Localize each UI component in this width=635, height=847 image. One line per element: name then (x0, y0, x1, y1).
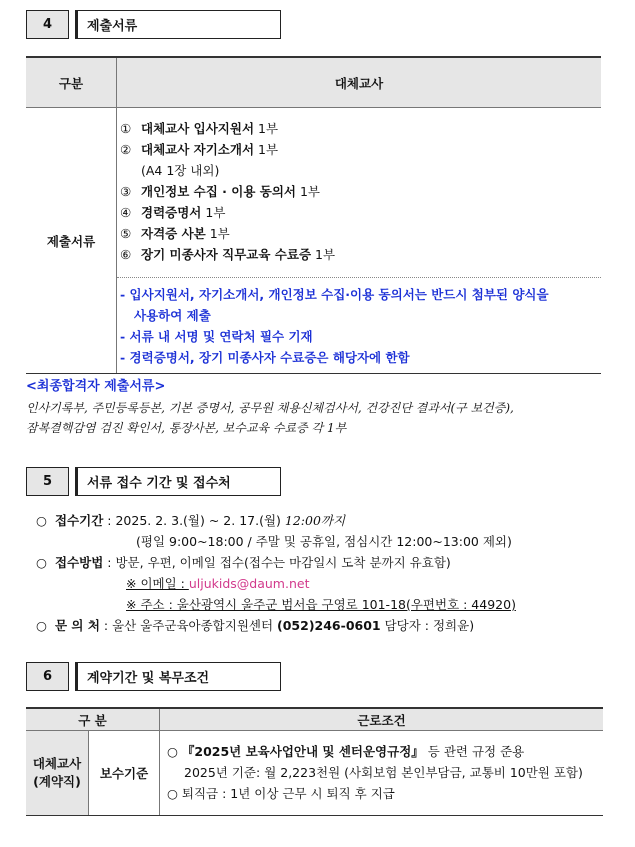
document-item: ⑤ 자격증 사본 1부 (120, 226, 230, 241)
address: ※ 주소 : 울산광역시 울주군 범서읍 구영로 101-18(우편번호 : 44920) (126, 597, 516, 612)
category-cell: 대체교사 (계약직) (26, 731, 89, 815)
contact-value: : 울산 울주군육아종합지원센터 (103, 618, 278, 633)
condition-line: 2025년 기준: 월 2,223천원 (사회보험 본인부담금, 교통비 10만원 포함) (184, 765, 583, 780)
documents-content (117, 108, 601, 373)
contract-table-row (26, 731, 603, 815)
final-documents-line: 잠복결핵감염 검진 확인서, 통장사본, 보수교육 수료증 각 1부 (26, 421, 347, 435)
period-value: : 2025. 2. 3.(월) ~ 2. 17.(월) (107, 513, 285, 528)
contact-person: 담당자 : 정희윤) (380, 618, 475, 633)
document-item: ① 대체교사 입사지원서 1부 (120, 121, 279, 136)
period-deadline: 12:00까지 (284, 513, 346, 528)
condition-line: ○ 『2025년 보육사업안내 및 센터운영규정』 등 관련 규정 준용 (167, 744, 525, 759)
reception-contact (36, 615, 616, 636)
final-documents-line: 인사기록부, 주민등록등본, 기본 증명서, 공무원 채용신체검사서, 건강진단 결과서(구 보건증), (26, 401, 514, 415)
conditions-cell (160, 731, 603, 815)
email-prefix: ※ 이메일 : (126, 576, 189, 591)
document-item: ③ 개인정보 수집 · 이용 동의서 1부 (120, 184, 320, 199)
email-line (36, 573, 616, 594)
document-item: ② 대체교사 자기소개서 1부 (120, 142, 279, 157)
section4-title: 제출서류 (75, 10, 281, 39)
bullet-icon: ○ (36, 513, 47, 528)
note-line: - 입사지원서, 자기소개서, 개인정보 수집·이용 동의서는 반드시 첨부된 양식을 (120, 287, 549, 302)
bullet-icon: ○ (36, 618, 47, 633)
reception-info (36, 510, 616, 636)
header-category: 구 분 (26, 709, 160, 730)
section6-title: 계약기간 및 복무조건 (75, 662, 281, 691)
section6-number: 6 (26, 662, 69, 691)
contract-table-header (26, 709, 603, 731)
note-line: 사용하여 제출 (134, 308, 211, 323)
document-list (117, 108, 601, 278)
method-label: 접수방법 (54, 555, 104, 570)
contact-label: 문 의 처 (54, 618, 100, 633)
document-item: ⑥ 장기 미종사자 직무교육 수료증 1부 (120, 247, 336, 262)
document-item: ④ 경력증명서 1부 (120, 205, 226, 220)
subcategory-cell: 보수기준 (89, 731, 160, 815)
period-label: 접수기간 (54, 513, 104, 528)
contract-table (26, 707, 603, 816)
section4-header (26, 10, 281, 39)
section5-number: 5 (26, 467, 69, 496)
section4-number: 4 (26, 10, 69, 39)
email-link[interactable]: uljukids@daum.net (188, 576, 310, 591)
final-documents-body (26, 398, 606, 438)
condition-line: ○ 퇴직금 : 1년 이상 근무 시 퇴직 후 지급 (167, 786, 395, 801)
section5-header (26, 467, 281, 496)
documents-table-body (26, 108, 601, 373)
documents-table (26, 56, 601, 374)
method-value: : 방문, 우편, 이메일 접수(접수는 마감일시 도착 분까지 유효함) (107, 555, 451, 570)
bullet-icon: ○ (36, 555, 47, 570)
period-note: (평일 9:00~18:00 / 주말 및 공휴일, 점심시간 12:00~13:00 제외) (136, 534, 512, 549)
section6-header (26, 662, 281, 691)
contact-phone: (052)246-0601 (277, 618, 381, 633)
address-line (36, 594, 616, 615)
document-notes (117, 278, 601, 373)
reception-method (36, 552, 616, 573)
section5-title: 서류 접수 기간 및 접수처 (75, 467, 281, 496)
note-line: - 서류 내 서명 및 연락처 필수 기재 (120, 329, 313, 344)
note-line: - 경력증명서, 장기 미종사자 수료증은 해당자에 한함 (120, 350, 410, 365)
documents-table-header (26, 58, 601, 108)
reception-period (36, 510, 616, 531)
final-documents-title: <최종합격자 제출서류> (26, 379, 166, 394)
document-item-note: (A4 1장 내외) (141, 163, 220, 178)
header-substitute-teacher: 대체교사 (334, 75, 384, 91)
header-category: 구분 (26, 58, 117, 107)
row-label: 제출서류 (26, 108, 117, 373)
header-working-conditions: 근로조건 (357, 712, 406, 728)
